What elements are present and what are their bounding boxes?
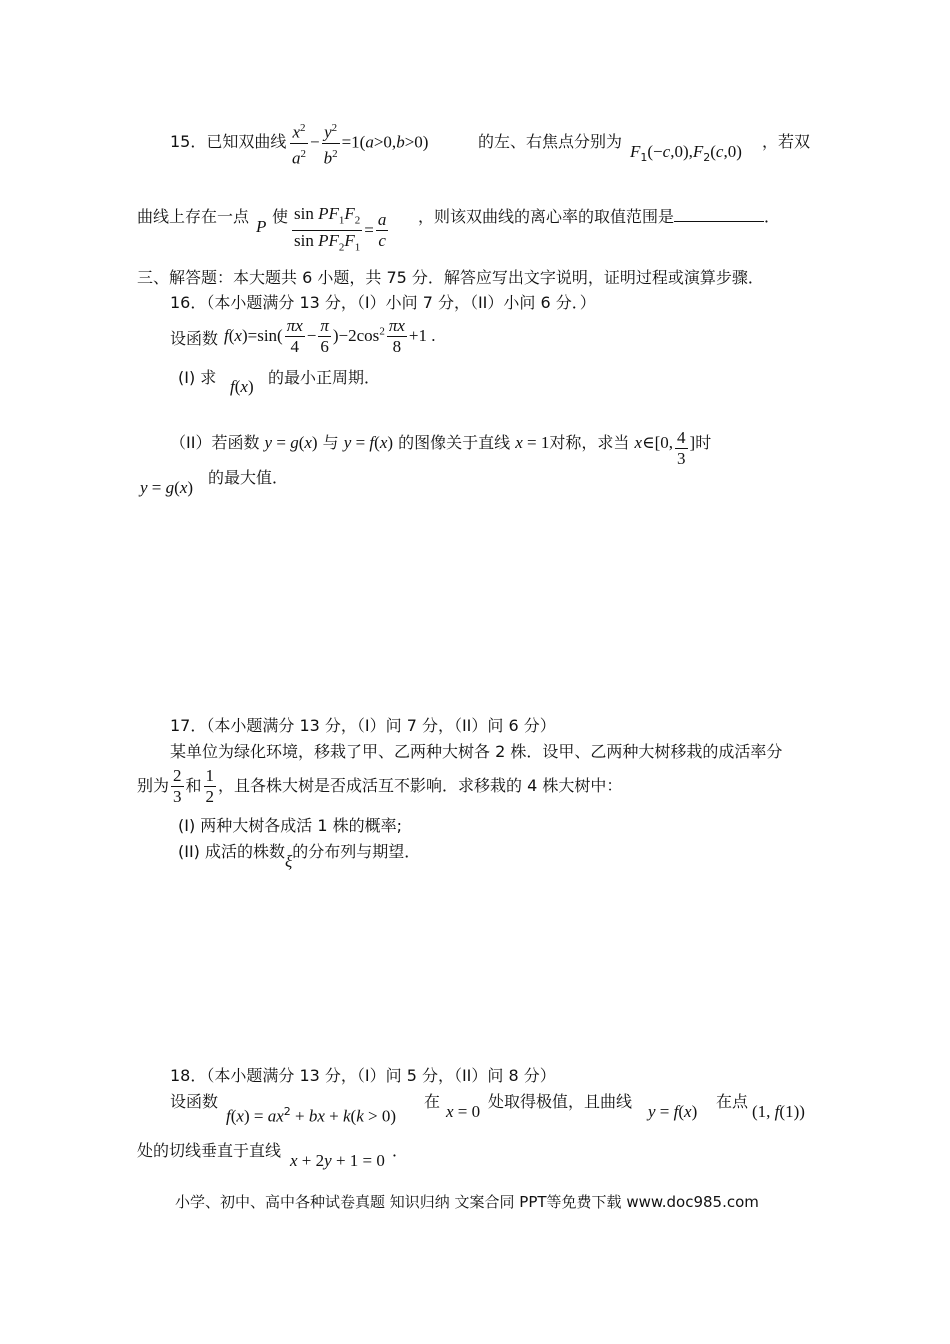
q17-header: 17．（本小题满分 13 分，（I）问 7 分，（II）问 6 分） [170,716,556,735]
q18-line2b: ． [392,1141,409,1160]
q16-header: 16．（本小题满分 13 分，（I）小问 7 分，（II）小问 6 分．） [170,293,596,312]
q17-xi: ξ [285,852,293,871]
q17-part1: (I) 两种大树各成活 1 株的概率; [178,816,403,835]
q16-part1-tail: 的最小正周期． [268,368,381,387]
q15-point-p: P [256,217,267,236]
q15-sine-ratio: $\frac{\sin PF_1F_2}{\sin PF_2F_1}$ = $\frac{a}{c}$ [294,204,387,254]
q18-mid1: 在 [424,1092,441,1111]
q15-text2: 的左、右焦点分别为 [478,132,623,151]
q18-point: (1, f(1)) [752,1102,805,1121]
q15-answer-blank [674,207,764,222]
footer-watermark: 小学、初中、高中各种试卷真题 知识归纳 文案合同 PPT等免费下载 www.doc985.com [175,1193,759,1211]
q16-part1-fx: f(x) [230,377,254,396]
q15-text3: ，若双 [762,132,811,151]
q18-curve: y = f(x) [648,1102,698,1121]
q15-hyperbola-equation: $\frac{x^2}{a^2}$ − $\frac{y^2}{b^2}$ =1(a>0,b>0) [288,118,428,168]
q18-intro: 设函数 [170,1092,219,1111]
q18-function: $f(x) = ax^2$ + bx + k(k > 0) [226,1105,396,1126]
q15-number: 15． [170,132,207,151]
q17-line1: 某单位为绿化环境，移栽了甲、乙两种大树各 2 株．设甲、乙两种大树移栽的成活率分 [170,742,783,761]
q15-foci: $F_1(-c,0),F_2(c,0)$ [630,142,742,165]
q15-text6: ，则该双曲线的离心率的取值范围是 ． [418,207,781,226]
q16-intro: 设函数 [170,329,219,348]
q18-line2a: 处的切线垂直于直线 [137,1141,282,1160]
q18-x0: x = 0 [446,1102,481,1121]
q16-part1-label: (I) 求 [178,368,217,387]
section3-title: 三、解答题：本大题共 6 小题，共 75 分．解答应写出文字说明，证明过程或演算步骤． [137,268,764,287]
q15-text5: 使 [272,207,289,226]
q16-part2-tail: 的最大值． [208,468,289,487]
q16-function-definition: f(x)=sin( $\frac{\pi x}{4}$ − $\frac{\pi}{6}$ )$-2\cos^2$ $\frac{\pi x}{8}$ +1 . [224,316,436,356]
q17-part2: (II) 成活的株数ξ的分布列与期望． [178,842,421,871]
q18-mid3: 在点 [716,1092,749,1111]
q18-header: 18．（本小题满分 13 分，（I）问 5 分，（II）问 8 分） [170,1066,556,1085]
q15-line1: 15．已知双曲线 [170,132,287,151]
q16-part2-gx: y = g(x) [140,478,194,497]
q15-text4: 曲线上存在一点 [137,207,250,226]
q18-mid2: 处取得极值，且曲线 [488,1092,633,1111]
q18-line: x + 2y + 1 = 0 [290,1151,385,1170]
q16-part2-line1: （II）若函数 y = g(x) 与 y = f(x) 的图像关于直线 x = 1对称，求当 x∈[0, $\frac{4}{3}$ ]时 [170,428,712,468]
q17-line2: 别为 $\frac{2}{3}$ 和 $\frac{1}{2}$ ，且各株大树是否成活互不影响．求移栽的 4 株大树中： [137,766,623,806]
